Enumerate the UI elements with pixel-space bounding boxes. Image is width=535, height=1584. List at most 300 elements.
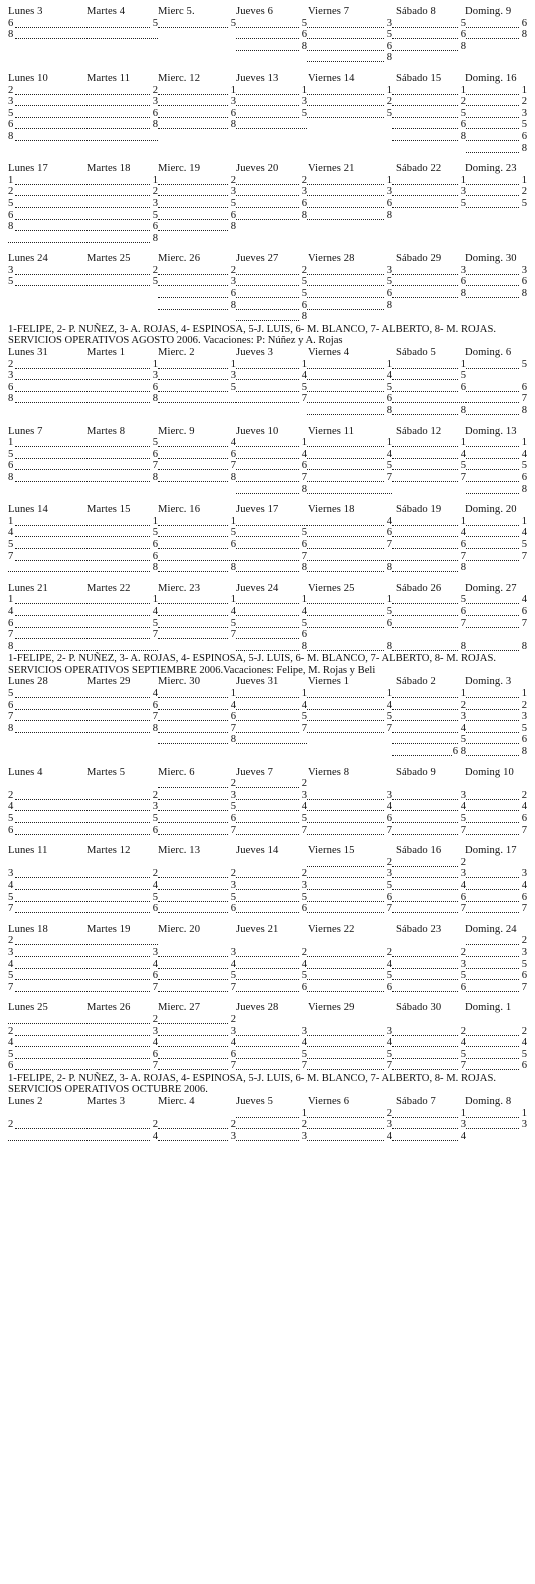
shift-cell xyxy=(392,143,466,155)
dotted-leader xyxy=(15,1069,87,1070)
shift-cell xyxy=(392,85,466,97)
dotted-leader xyxy=(87,571,150,572)
shift-cell xyxy=(236,562,307,574)
shift-number: 6 xyxy=(152,1048,158,1060)
shift-cell xyxy=(158,606,236,618)
dotted-leader xyxy=(15,128,87,129)
shift-number: 5 xyxy=(521,538,527,550)
shift-number: 7 xyxy=(230,629,236,641)
day-heading: Martes 26 xyxy=(87,1002,131,1014)
shift-number: 5 xyxy=(301,970,307,982)
dotted-leader xyxy=(466,117,519,118)
dotted-leader xyxy=(392,956,458,957)
shift-cell xyxy=(87,382,158,394)
dotted-leader xyxy=(87,799,150,800)
shift-cell xyxy=(8,1049,87,1061)
dotted-leader xyxy=(158,446,228,447)
shift-cell xyxy=(392,723,466,735)
shift-cell xyxy=(466,562,527,574)
dotted-leader xyxy=(466,822,519,823)
dotted-leader xyxy=(158,1140,228,1141)
shift-cell xyxy=(392,186,466,198)
dotted-leader xyxy=(87,1023,150,1024)
shift-cell xyxy=(87,711,158,723)
day-heading: Sábado 7 xyxy=(396,1096,436,1108)
dotted-leader xyxy=(15,615,87,616)
shift-cell xyxy=(8,265,87,277)
dotted-leader xyxy=(15,27,87,28)
shift-number: 4 xyxy=(386,448,392,460)
shift-number: 8 xyxy=(230,734,236,746)
shift-cell xyxy=(158,437,236,449)
shift-cell xyxy=(87,1049,158,1061)
shift-cell xyxy=(87,629,158,641)
dotted-leader xyxy=(466,548,519,549)
dotted-leader xyxy=(307,1058,384,1059)
week-header-row xyxy=(0,1096,535,1108)
shift-number: 8 xyxy=(230,221,236,233)
dotted-leader xyxy=(466,195,519,196)
staff-legend: 1-FELIPE, 2- P. NUÑEZ, 3- A. ROJAS, 4- ESPINOSA, 5-J. LUIS, 6- M. BLANCO, 7- ALBERTO, 8- M. ROJAS. xyxy=(8,653,496,665)
dotted-leader xyxy=(392,822,458,823)
shift-number: 3 xyxy=(230,879,236,891)
shift-number: 2 xyxy=(8,186,14,198)
shift-number: 2 xyxy=(386,1107,392,1119)
shift-cell xyxy=(87,970,158,982)
dotted-leader xyxy=(466,1058,519,1059)
shift-cell xyxy=(236,233,307,245)
shift-cell xyxy=(236,52,307,64)
shift-number: 7 xyxy=(301,550,307,562)
shift-cell xyxy=(236,382,307,394)
shift-cell xyxy=(392,449,466,461)
dotted-leader xyxy=(466,834,519,835)
shift-cell xyxy=(392,935,466,947)
week-block xyxy=(0,1096,535,1142)
shift-number: 2 xyxy=(301,264,307,276)
dotted-leader xyxy=(158,402,236,403)
shift-number: 2 xyxy=(152,1013,158,1025)
dotted-leader xyxy=(466,414,519,415)
shift-number: 6 xyxy=(521,471,527,483)
shift-cell xyxy=(87,562,158,574)
shift-cell xyxy=(307,276,392,288)
dotted-leader xyxy=(392,743,458,744)
dotted-leader xyxy=(392,697,458,698)
shift-number: 2 xyxy=(386,946,392,958)
dotted-leader xyxy=(307,697,384,698)
shift-cell xyxy=(8,472,87,484)
day-heading: Mierc 5. xyxy=(158,6,195,17)
shift-number: 5 xyxy=(152,813,158,824)
shift-cell xyxy=(307,175,392,187)
shift-cell xyxy=(8,606,87,618)
shift-cell xyxy=(236,311,307,323)
shift-number: 3 xyxy=(230,96,236,108)
shift-cell xyxy=(236,1049,307,1061)
shift-number: 4 xyxy=(386,958,392,970)
dotted-leader xyxy=(466,274,519,275)
dotted-leader xyxy=(466,469,519,470)
dotted-leader xyxy=(87,979,150,980)
shift-cell xyxy=(158,700,236,712)
dotted-leader xyxy=(392,799,458,800)
shift-cell xyxy=(158,233,236,245)
shift-cell xyxy=(392,688,466,700)
shift-cell xyxy=(158,903,236,915)
shift-cell xyxy=(158,790,236,802)
shift-cell xyxy=(466,778,527,790)
week-header-row xyxy=(0,426,535,438)
shift-number: 6 xyxy=(386,891,392,903)
shift-number: 3 xyxy=(8,96,14,108)
dotted-leader xyxy=(307,285,384,286)
shift-number: 5 xyxy=(460,370,466,382)
shift-cell xyxy=(8,539,87,551)
shift-number: 6 xyxy=(152,970,158,982)
shift-row xyxy=(0,688,535,700)
shift-cell xyxy=(392,472,466,484)
shift-cell xyxy=(87,405,158,417)
dotted-leader xyxy=(87,536,150,537)
day-heading: Viernes 29 xyxy=(308,1002,355,1014)
shift-cell xyxy=(392,813,466,825)
shift-cell xyxy=(236,1119,307,1131)
dotted-leader xyxy=(392,525,458,526)
dotted-leader xyxy=(236,94,299,95)
dotted-leader xyxy=(15,822,87,823)
shift-number: 5 xyxy=(8,276,14,288)
shift-number: 6 xyxy=(460,381,466,393)
dotted-leader xyxy=(307,979,384,980)
shift-number: 1 xyxy=(301,688,307,700)
shift-cell xyxy=(307,1049,392,1061)
shift-number: 1 xyxy=(152,594,158,606)
dotted-leader xyxy=(87,117,150,118)
shift-number: 7 xyxy=(8,981,14,993)
dotted-leader xyxy=(158,94,228,95)
shift-number: 1 xyxy=(521,1107,527,1119)
shift-cell xyxy=(87,472,158,484)
shift-row xyxy=(0,131,535,143)
shift-cell xyxy=(466,186,527,198)
shift-number: 5 xyxy=(301,617,307,629)
shift-number: 8 xyxy=(230,299,236,311)
shift-cell xyxy=(307,618,392,630)
dotted-leader xyxy=(307,799,384,800)
shift-number: 2 xyxy=(460,856,466,868)
section-title: SERVICIOS OPERATIVOS SEPTIEMBRE 2006.Vacaciones: Felipe, M. Rojas y Beli xyxy=(8,664,376,676)
shift-number: 7 xyxy=(152,629,158,641)
shift-number: 1 xyxy=(521,437,527,449)
dotted-leader xyxy=(466,650,519,651)
shift-cell xyxy=(466,594,527,606)
dotted-leader xyxy=(466,1035,519,1036)
shift-cell xyxy=(466,1026,527,1038)
shift-number: 6 xyxy=(460,538,466,550)
dotted-leader xyxy=(236,368,299,369)
dotted-leader xyxy=(466,446,519,447)
dotted-leader xyxy=(15,877,87,878)
shift-number: 6 xyxy=(460,119,466,131)
dotted-leader xyxy=(392,117,458,118)
dotted-leader xyxy=(392,1046,458,1047)
day-heading: Lunes 28 xyxy=(8,676,48,688)
day-heading: Lunes 14 xyxy=(8,504,48,516)
shift-cell xyxy=(466,688,527,700)
shift-number: 3 xyxy=(521,946,527,958)
shift-number: 8 xyxy=(386,299,392,311)
shift-row xyxy=(0,880,535,892)
day-heading: Lunes 10 xyxy=(8,72,48,84)
shift-number: 8 xyxy=(230,119,236,131)
dotted-leader xyxy=(158,627,228,628)
shift-number: 5 xyxy=(301,107,307,119)
shift-number: 3 xyxy=(301,1130,307,1142)
dotted-leader xyxy=(15,889,87,890)
shift-row xyxy=(0,562,535,574)
shift-cell xyxy=(307,198,392,210)
dotted-leader xyxy=(307,1117,384,1118)
shift-cell xyxy=(8,276,87,288)
shift-number: 6 xyxy=(521,734,527,746)
shift-number: 7 xyxy=(230,981,236,993)
shift-cell xyxy=(392,970,466,982)
shift-cell xyxy=(87,618,158,630)
shift-cell xyxy=(236,947,307,959)
dotted-leader xyxy=(307,912,384,913)
shift-cell xyxy=(87,198,158,210)
staff-legend: 1-FELIPE, 2- P. NUÑEZ, 3- A. ROJAS, 4- ESPINOSA, 5-J. LUIS, 6- M. BLANCO, 7- ALBERTO, 8- M. ROJAS. xyxy=(8,1072,496,1084)
dotted-leader xyxy=(15,709,87,710)
shift-number: 6 xyxy=(521,1060,527,1072)
shift-number: 2 xyxy=(460,699,466,711)
shift-number: 6 xyxy=(230,538,236,550)
shift-cell xyxy=(8,131,87,143)
shift-cell xyxy=(87,300,158,312)
shift-number: 8 xyxy=(386,562,392,574)
shift-cell xyxy=(236,527,307,539)
dotted-leader xyxy=(87,140,158,141)
shift-cell xyxy=(392,551,466,563)
shift-number: 3 xyxy=(230,946,236,958)
shift-cell xyxy=(158,41,236,53)
shift-number: 6 xyxy=(301,29,307,41)
shift-number: 8 xyxy=(230,562,236,574)
dotted-leader xyxy=(158,274,228,275)
dotted-leader xyxy=(466,94,519,95)
shift-cell xyxy=(236,143,307,155)
shift-cell xyxy=(236,857,307,869)
dotted-leader xyxy=(8,1023,87,1024)
shift-number: 3 xyxy=(521,107,527,119)
shift-number: 1 xyxy=(386,688,392,700)
shift-cell xyxy=(466,276,527,288)
shift-cell xyxy=(466,221,527,233)
shift-number: 5 xyxy=(386,711,392,723)
shift-cell xyxy=(236,539,307,551)
shift-number: 5 xyxy=(152,617,158,629)
shift-number: 5 xyxy=(301,17,307,29)
shift-row xyxy=(0,1119,535,1131)
shift-cell xyxy=(466,175,527,187)
shift-number: 4 xyxy=(230,958,236,970)
shift-number: 7 xyxy=(521,550,527,562)
shift-cell xyxy=(307,393,392,405)
dotted-leader xyxy=(158,1128,228,1129)
shift-cell xyxy=(307,1119,392,1131)
shift-cell xyxy=(8,233,87,245)
shift-number: 4 xyxy=(8,801,14,813)
shift-row xyxy=(0,233,535,245)
shift-number: 6 xyxy=(521,605,527,617)
shift-number: 5 xyxy=(152,437,158,449)
dotted-leader xyxy=(307,991,384,992)
dotted-leader xyxy=(466,128,519,129)
shift-number: 6 xyxy=(521,17,527,29)
shift-cell xyxy=(8,982,87,994)
shift-number: 4 xyxy=(230,437,236,449)
shift-number: 5 xyxy=(386,29,392,41)
shift-number: 4 xyxy=(8,879,14,891)
shift-cell xyxy=(87,370,158,382)
dotted-leader xyxy=(15,184,87,185)
shift-cell xyxy=(307,1026,392,1038)
shift-number: 3 xyxy=(8,264,14,276)
shift-row xyxy=(0,143,535,155)
shift-number: 3 xyxy=(386,186,392,198)
shift-number: 4 xyxy=(460,448,466,460)
shift-cell xyxy=(392,868,466,880)
shift-cell xyxy=(8,460,87,472)
shift-number: 4 xyxy=(152,605,158,617)
dotted-leader xyxy=(466,810,519,811)
week-block xyxy=(0,767,535,837)
shift-cell xyxy=(158,1026,236,1038)
dotted-leader xyxy=(307,50,384,51)
shift-number: 2 xyxy=(8,789,14,801)
shift-number: 4 xyxy=(152,958,158,970)
dotted-leader xyxy=(15,1058,87,1059)
shift-cell xyxy=(158,825,236,837)
shift-number: 6 xyxy=(521,381,527,393)
week-header-row xyxy=(0,73,535,85)
shift-cell xyxy=(392,29,466,41)
dotted-leader xyxy=(236,912,299,913)
shift-cell xyxy=(8,641,87,653)
day-heading: Sábado 15 xyxy=(396,72,442,84)
dotted-leader xyxy=(466,720,519,721)
shift-cell xyxy=(466,551,527,563)
week-block xyxy=(0,73,535,154)
shift-cell xyxy=(466,311,527,323)
shift-cell xyxy=(466,857,527,869)
dotted-leader xyxy=(236,320,299,321)
shift-number: 8 xyxy=(521,483,527,495)
shift-number: 8 xyxy=(460,562,466,574)
dotted-leader xyxy=(392,627,458,628)
shift-number: 5 xyxy=(301,813,307,824)
shift-cell xyxy=(8,18,87,30)
dotted-leader xyxy=(392,571,458,572)
shift-cell xyxy=(8,382,87,394)
dotted-leader xyxy=(236,650,299,651)
shift-number: 4 xyxy=(386,1037,392,1049)
shift-cell xyxy=(158,265,236,277)
dotted-leader xyxy=(466,697,519,698)
shift-number: 1 xyxy=(230,688,236,700)
shift-number: 5 xyxy=(521,1048,527,1060)
dotted-leader xyxy=(15,402,87,403)
dotted-leader xyxy=(392,548,458,549)
day-heading: Sábado 16 xyxy=(396,845,442,857)
day-heading: Lunes 31 xyxy=(8,347,48,359)
shift-row xyxy=(0,982,535,994)
shift-cell xyxy=(466,629,527,641)
day-heading: Lunes 25 xyxy=(8,1002,48,1014)
dotted-leader xyxy=(15,140,87,141)
dotted-leader xyxy=(87,991,150,992)
shift-cell xyxy=(466,52,527,64)
day-heading: Lunes 4 xyxy=(8,766,43,778)
shift-cell xyxy=(392,700,466,712)
dotted-leader xyxy=(466,799,519,800)
shift-cell xyxy=(307,484,392,496)
dotted-leader xyxy=(158,834,228,835)
shift-cell xyxy=(392,594,466,606)
dotted-leader xyxy=(392,285,458,286)
dotted-leader xyxy=(158,391,228,392)
shift-number: 8 xyxy=(152,562,158,574)
shift-cell xyxy=(87,131,158,143)
shift-cell xyxy=(392,405,466,417)
dotted-leader xyxy=(307,1035,384,1036)
shift-cell xyxy=(307,221,392,233)
shift-cell xyxy=(236,970,307,982)
shift-number: 5 xyxy=(8,538,14,550)
shift-number: 5 xyxy=(152,209,158,221)
dotted-leader xyxy=(87,38,158,39)
dotted-leader xyxy=(87,128,150,129)
shift-cell xyxy=(8,449,87,461)
shift-cell xyxy=(307,746,392,758)
shift-number: 1 xyxy=(230,594,236,606)
day-heading: Mierc. 27 xyxy=(158,1002,201,1014)
dotted-leader xyxy=(236,1069,299,1070)
dotted-leader xyxy=(87,230,150,231)
shift-number: 6 xyxy=(152,107,158,119)
dotted-leader xyxy=(392,128,458,129)
shift-number: 4 xyxy=(460,879,466,891)
dotted-leader xyxy=(158,991,228,992)
dotted-leader xyxy=(87,195,150,196)
shift-number: 5 xyxy=(386,381,392,393)
day-heading: Doming. 20 xyxy=(465,504,517,516)
shift-cell xyxy=(236,1037,307,1049)
dotted-leader xyxy=(87,391,150,392)
shift-cell xyxy=(158,288,236,300)
shift-number: 8 xyxy=(8,130,14,142)
shift-cell xyxy=(307,437,392,449)
shift-cell xyxy=(8,52,87,64)
day-heading: Martes 29 xyxy=(87,676,131,688)
shift-cell xyxy=(236,551,307,563)
dotted-leader xyxy=(236,560,299,561)
shift-cell xyxy=(392,96,466,108)
day-heading: Doming. 24 xyxy=(465,923,517,935)
shift-number: 4 xyxy=(521,1037,527,1049)
shift-cell xyxy=(8,1026,87,1038)
